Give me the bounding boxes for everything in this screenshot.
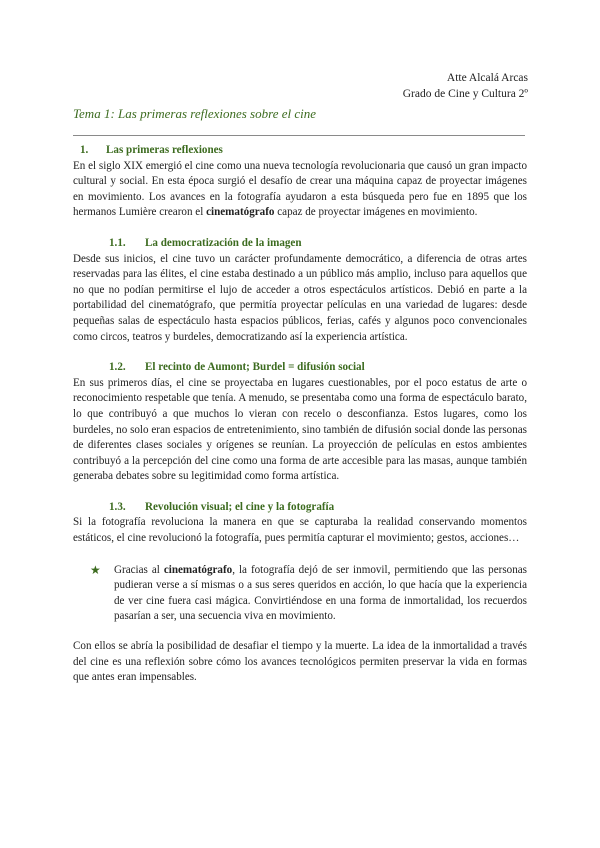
section-1-3-heading: [73, 500, 527, 516]
keyword-cinematografo: cinematógrafo: [206, 206, 275, 219]
section-1-2-heading: [73, 360, 527, 376]
section-1-heading: [73, 143, 527, 159]
section-1-1-number: 1.1.: [109, 236, 126, 249]
star-bullet-icon: ★: [90, 562, 101, 577]
section-1-2-number: 1.2.: [109, 361, 126, 374]
bullet-text: Gracias al cinematógrafo, la fotografía dejó de ser inmovil, permitiendo que las personas pudieran verse a sí mismas o a sus seres queridos en acción, lo que hacía que la experiencia de ver cine fuera casi mágica. Convirtiéndose en una forma de inmortalidad, los recuerdos pasarían a ser, una secuencia viva en movimiento.: [114, 563, 527, 623]
section-1-title: Las primeras reflexiones: [106, 144, 223, 156]
section-1-3-title: Revolución visual; el cine y la fotografía: [145, 500, 335, 513]
author-name: Atte Alcalá Arcas: [446, 72, 528, 84]
section-1-1-heading: [73, 236, 527, 252]
section-1-3-paragraph: Si la fotografía revoluciona la manera en que se capturaba la realidad conservando momentos estáticos, el cine revolucionó la fotografía, pues permitía capturar el movimiento; gestos, acciones…: [73, 516, 527, 545]
section-1-1-title: La democratización de la imagen: [145, 236, 302, 249]
document-body: [73, 143, 527, 686]
section-1-3-number: 1.3.: [109, 500, 126, 513]
course-name: Grado de Cine y Cultura 2º: [402, 88, 528, 100]
section-1-2-title: El recinto de Aumont; Burdel = difusión social: [145, 361, 365, 374]
bullet-item: [90, 563, 527, 625]
keyword-cinematografo-bullet: cinematógrafo: [163, 563, 233, 576]
section-1-paragraph: En el siglo XIX emergió el cine como una nueva tecnología revolucionaria que causó un gran impacto cultural y social. En esta época surgió el desafío de crear una máquina capaz de proyectar imágenes en movimiento. Los avances en la fotografía ayudaron a esta búsqueda pero fue en 1895 que los hermanos Lumière crearon el cinematógrafo capaz de proyectar imágenes en movimiento.: [73, 159, 527, 219]
section-1-2-paragraph: En sus primeros días, el cine se proyectaba en lugares cuestionables, por el poco estatus de arte o reconocimiento respetable que tenía. A menudo, se presentaba como una forma de espectáculo barato, lo que contribuyó a que muchos lo vieran con recelo o desconfianza. Estos lugares, como los burdeles, no solo eran espacios de entretenimiento, sino también de difusión social donde las personas de diferentes clases sociales y orígenes se reunían. La proyección de películas en estos ambientes contribuyó a la percepción del cine como una forma de arte accesible para las masas, aunque también generaba debates sobre su legitimidad como forma artística.: [73, 376, 527, 483]
section-1-number: 1.: [80, 144, 89, 156]
closing-paragraph: Con ellos se abría la posibilidad de desafiar el tiempo y la muerte. La idea de la inmortalidad a través del cine es una reflexión sobre cómo los avances tecnológicos permiten preservar la vida en formas que antes eran impensables.: [73, 640, 527, 684]
section-1-1-paragraph: Desde sus inicios, el cine tuvo un carácter profundamente democrático, a diferencia de otras artes reservadas para las élites, el cine estaba destinado a un público más amplio, incluso para aquellos que no que no podían permitirse el lujo de acceder a otros espectáculos artísticos. Debió en parte a la portabilidad del cinematógrafo, que permitía proyectar películas en una variedad de lugares: desde pequeñas salas de espectáculo hasta espacios públicos, ferias, cafés y algunos poco convencionales como circos, teatros y burdeles, democratizando así la experiencia artística.: [73, 252, 527, 343]
theme-title: Tema 1: Las primeras reflexiones sobre el cine: [73, 106, 317, 121]
horizontal-divider: [73, 135, 525, 136]
document-header: [403, 70, 528, 102]
